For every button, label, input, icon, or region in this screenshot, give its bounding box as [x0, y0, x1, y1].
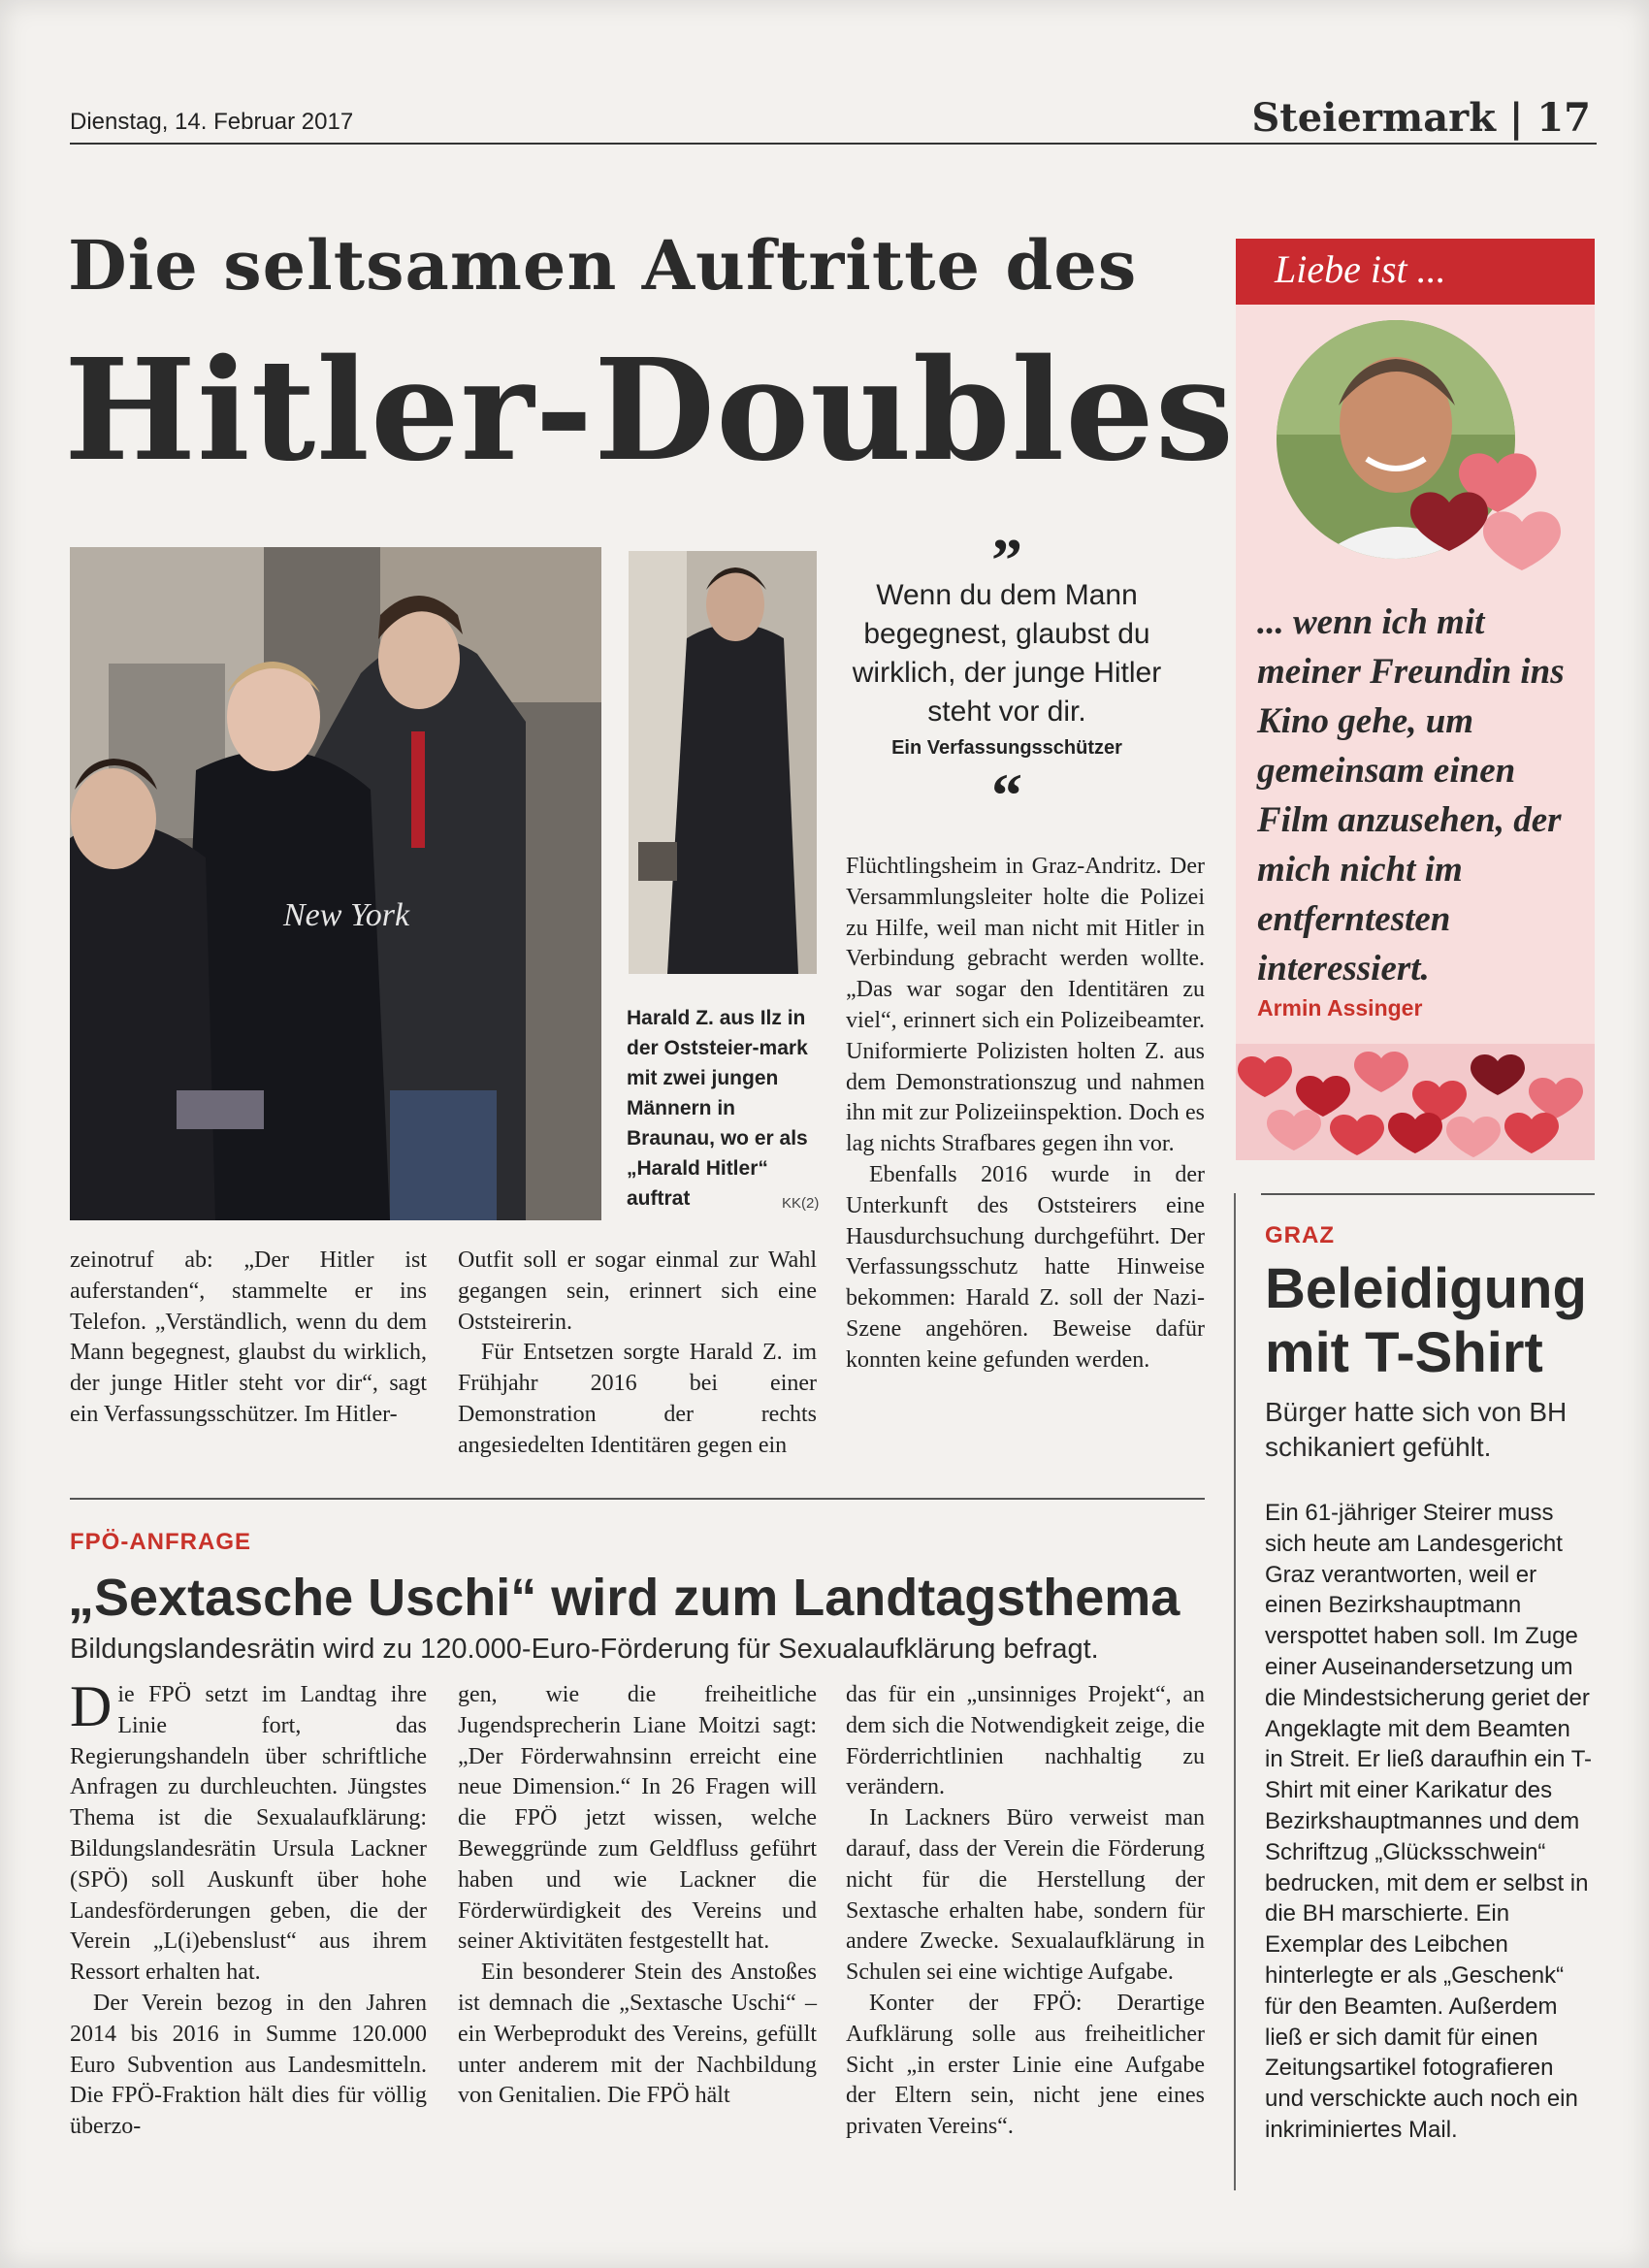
heart-icon — [1483, 511, 1561, 570]
graz-subhead: Bürger hatte sich von BH schikaniert gefühlt. — [1265, 1397, 1568, 1462]
svg-text:New York: New York — [283, 897, 410, 933]
second-article-column-1 — [70, 1674, 427, 2143]
paragraph — [70, 1674, 427, 1989]
main-article-column-1 — [70, 1246, 427, 1431]
photo-caption: Harald Z. aus Ilz in der Oststeier-mark mit zwei jungen Männern in Braunau, wo er als „Harald Hitler“ auftrat — [627, 1007, 808, 1210]
photo-man-in-coat-illustration — [629, 551, 817, 974]
hearts-decoration — [1236, 1044, 1595, 1160]
paragraph: Ein besonderer Stein des Anstoßes ist demnach die „Sextasche Uschi“ – ein Werbeprodukt des Vereins, gefüllt unter anderem mit der Nachbildung von Genitalien. Die FPÖ hält — [458, 1960, 817, 2109]
header-date: Dienstag, 14. Februar 2017 — [70, 109, 354, 135]
paragraph-text: ie FPÖ setzt im Landtag ihre Linie fort, das Regierungshandeln über schriftliche Anfragen zu durchleuchten. Jüngstes Thema ist die Sexualaufklärung: Bildungslandesrätin Ursula Lackner (SPÖ) soll Auskunft über hohe Landesförderungen geben, die der Verein „L(i)ebenslust“ aus ihrem Ressort erhalten hat. — [70, 1682, 427, 1986]
paragraph: Ebenfalls 2016 wurde in der Unterkunft des Oststeirers eine Hausdurchsuchung durchgeführt. Der Verfassungsschutz hatte Hinweise bekommen: Harald Z. soll der Nazi-Szene angehören. Beweise dafür konnten keine gefunden werden. — [846, 1161, 1205, 1373]
second-article-subhead: Bildungslandesrätin wird zu 120.000-Euro-Förderung für Sexualaufklärung befragt. — [70, 1634, 1099, 1665]
quote-close-mark: “ — [991, 761, 1022, 829]
paragraph: Konter der FPÖ: Derartige Aufklärung solle aus freiheitlicher Sicht „in erster Linie eine Aufgabe der Eltern sein, nicht jene eines privaten Vereins“. — [846, 1990, 1205, 2140]
paragraph: Für Entsetzen sorgte Harald Z. im Frühjahr 2016 bei einer Demonstration der rechts angesiedelten Identitären gegen ein — [458, 1340, 817, 1458]
photo-man-in-coat — [629, 551, 817, 974]
portrait-illustration — [1275, 318, 1595, 590]
graz-body: Ein 61-jähriger Steirer muss sich heute am Landesgericht Graz verantworten, weil er einen Bezirkshauptmann verspottet haben soll. Im Zuge einer Auseinandersetzung um die Mindestsicherung geriet der Angeklagte mit dem Beamten in Streit. Er ließ daraufhin ein T-Shirt mit einer Karikatur des Bezirkshauptmannes und dem Schriftzug „Glücksschwein“ bedrucken, mit dem er selbst in die BH marschierte. Ein Exemplar des Leibchen hinterlegte er als „Geschenk“ für den Beamten. Außerdem ließ er sich damit für einen Zeitungsartikel fotografieren und verschickte auch noch ein inkriminiertes Mail. — [1265, 1500, 1593, 2143]
paragraph: Flüchtlingsheim in Graz-Andritz. Der Versammlungsleiter holte die Polizei zu Hilfe, weil man nicht mit Hitler in Verbindung gebracht werden wollte. „Das war sogar den Identitären zu viel“, erinnert sich ein Polizeibeamter. Uniformierte Polizisten holten Z. aus dem Demonstrationszug und nahmen ihn mit zur Polizeiinspektion. Doch es lag nichts Strafbares gegen ihn vor. — [846, 854, 1205, 1157]
main-headline: Hitler-Doubles — [64, 328, 1235, 492]
header-section: Steiermark | 17 — [1251, 95, 1591, 141]
second-article-column-3 — [846, 1680, 1205, 2143]
article-divider — [70, 1498, 1205, 1500]
liebe-ist-box — [1236, 239, 1595, 1160]
photo-three-men — [70, 547, 601, 1220]
photo-three-men-illustration — [70, 547, 601, 1220]
graz-rule — [1261, 1193, 1595, 1195]
paragraph: zeinotruf ab: „Der Hitler ist auferstanden“, stammelte er ins Telefon. „Verständlich, wenn du dem Mann begegnest, glaubst du wirklich, der junge Hitler steht vor dir“, sagt ein Verfassungsschützer. Im Hitler- — [70, 1247, 427, 1427]
headline-kicker: Die seltsamen Auftritte des — [68, 225, 1138, 306]
liebe-ist-portrait — [1275, 318, 1595, 594]
second-article-kicker: FPÖ-ANFRAGE — [70, 1529, 251, 1555]
liebe-ist-text: ... wenn ich mit meiner Freundin ins Kino gehe, um gemeinsam einen Film anzusehen, der mich nicht im entferntesten interessiert. — [1257, 602, 1565, 988]
pull-quote-author: Ein Verfassungsschützer — [891, 737, 1122, 759]
paragraph: Der Verein bezog in den Jahren 2014 bis 2016 in Summe 120.000 Euro Subvention aus Landesmitteln. Die FPÖ-Fraktion hält dies für völlig überzo- — [70, 1990, 427, 2140]
photo-credit: KK(2) — [782, 1195, 820, 1212]
second-article-column-2 — [458, 1680, 817, 2112]
quote-open-mark: ” — [991, 526, 1022, 595]
drop-cap: D — [70, 1674, 113, 1738]
main-article-column-2 — [458, 1246, 817, 1462]
paragraph: gen, wie die freiheitliche Jugendsprecherin Liane Moitzi sagt: „Der Förderwahnsinn erreicht eine neue Dimension.“ In 26 Fragen will die FPÖ jetzt wissen, welche Beweggründe zum Geldfluss geführt haben und wie Lackner die Förderwürdigkeit des Vereins und seiner Aktivitäten festgestellt hat. — [458, 1682, 817, 1955]
hearts-icon — [1236, 1044, 1595, 1160]
graz-kicker: GRAZ — [1265, 1222, 1335, 1248]
pull-quote: Wenn du dem Mann begegnest, glaubst du wirklich, der junge Hitler steht vor dir. — [852, 579, 1162, 728]
column-rule — [1234, 1193, 1236, 2190]
main-article-column-3 — [846, 852, 1205, 1377]
liebe-ist-title: Liebe ist ... — [1275, 247, 1446, 291]
graz-headline: Beleidigung mit T-Shirt — [1265, 1257, 1587, 1384]
paragraph: Outfit soll er sogar einmal zur Wahl gegangen sein, erinnert sich eine Oststeirerin. — [458, 1247, 817, 1335]
liebe-ist-author: Armin Assinger — [1257, 995, 1423, 1021]
header-rule — [70, 143, 1597, 145]
paragraph: das für ein „unsinniges Projekt“, an dem sich die Notwendigkeit zeige, die Förderrichtlinien nachhaltig zu verändern. — [846, 1682, 1205, 1800]
second-article-headline: „Sextasche Uschi“ wird zum Landtagsthema — [68, 1569, 1180, 1627]
paragraph: In Lackners Büro verweist man darauf, dass der Verein die Förderung nicht für die Herstellung der Sextasche erhalten habe, sondern für andere Zwecke. Sexualaufklärung in Schulen sei eine wichtige Aufgabe. — [846, 1805, 1205, 1986]
